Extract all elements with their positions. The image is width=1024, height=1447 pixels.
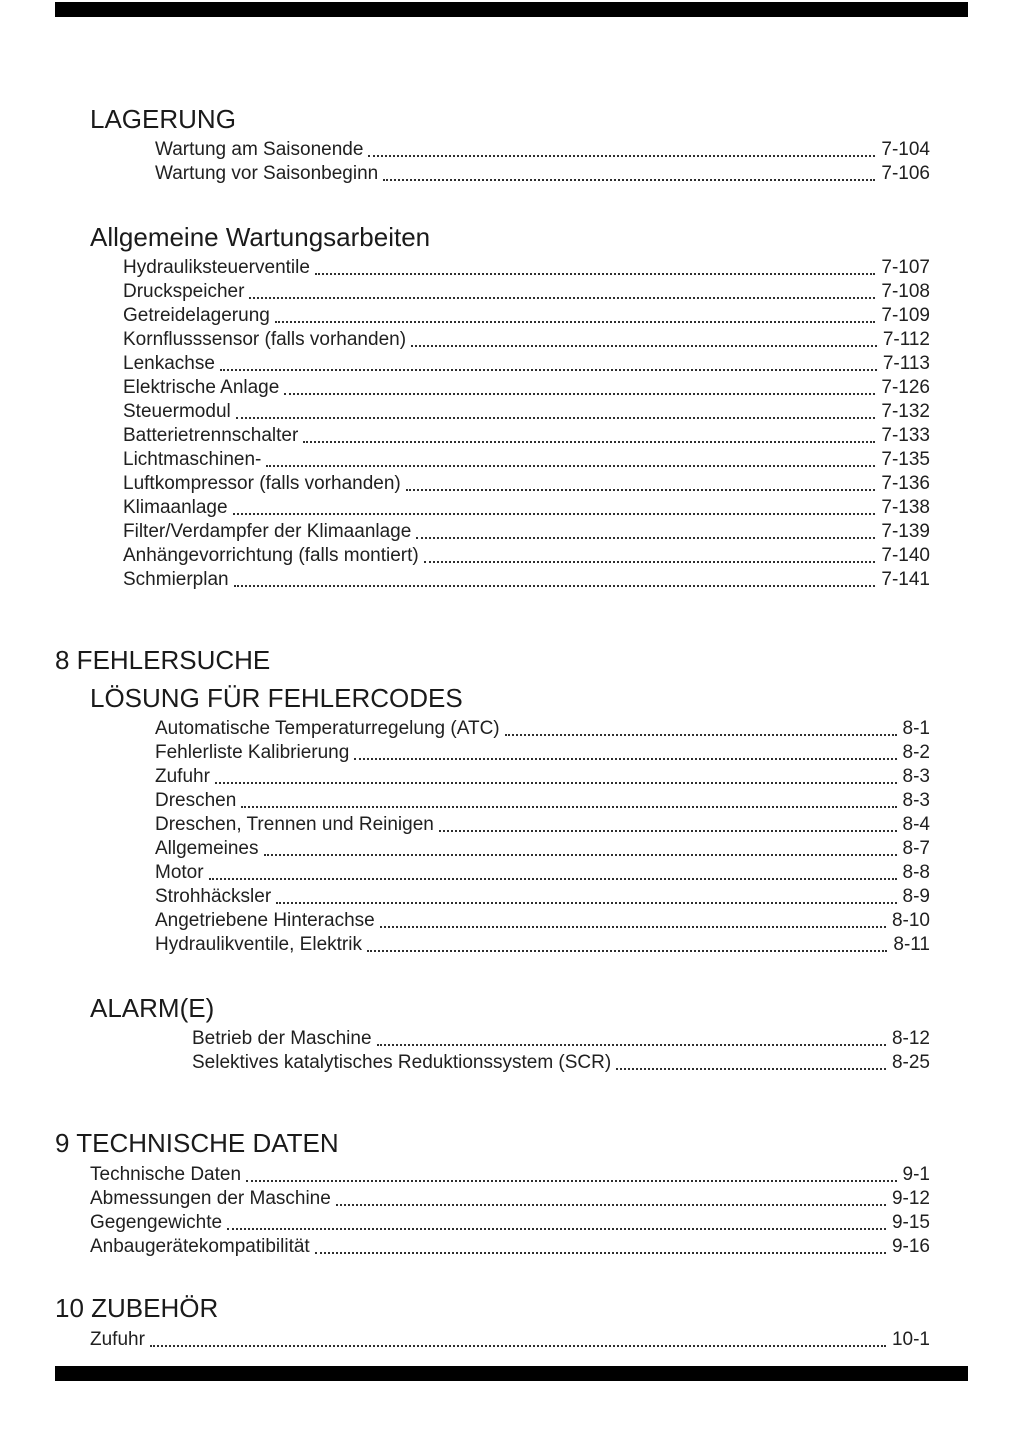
- toc-entry: [55, 1187, 930, 1211]
- toc-entry-title: Allgemeines: [155, 838, 259, 859]
- toc-entry-page: 7-107: [881, 257, 930, 278]
- dot-leader: [276, 902, 896, 904]
- dot-leader: [377, 1044, 886, 1046]
- dot-leader: [505, 734, 897, 736]
- toc-entry: [55, 1163, 930, 1187]
- bottom-rule: [55, 1366, 968, 1381]
- toc-entry-title: Dreschen, Trennen und Reinigen: [155, 814, 434, 835]
- toc-entry-page: 7-136: [881, 473, 930, 494]
- dot-leader: [150, 1345, 886, 1347]
- dot-leader: [246, 1180, 896, 1182]
- toc-entry: [55, 424, 930, 448]
- toc-entry: [55, 400, 930, 424]
- toc-entry: [55, 1235, 930, 1259]
- dot-leader: [227, 1228, 886, 1230]
- toc-entry-title: Klimaanlage: [123, 497, 228, 518]
- dot-leader: [315, 1252, 886, 1254]
- toc-entry-page: 7-113: [882, 353, 930, 374]
- toc-entry-title: Kornflusssensor (falls vorhanden): [123, 329, 407, 350]
- dot-leader: [236, 417, 876, 419]
- toc-entry-title: Getreidelagerung: [123, 305, 270, 326]
- dot-leader: [406, 489, 876, 491]
- toc-entry: [55, 256, 930, 280]
- dot-leader: [354, 758, 896, 760]
- toc-entry-page: 10-1: [891, 1329, 930, 1350]
- toc-entry-title: Wartung am Saisonende: [155, 139, 364, 160]
- dot-leader: [367, 950, 887, 952]
- toc-entry-page: 8-1: [902, 718, 930, 739]
- toc-entry: [55, 352, 930, 376]
- dot-leader: [234, 585, 876, 587]
- dot-leader: [315, 273, 875, 275]
- toc-entry-title: Anhängevorrichtung (falls montiert): [123, 545, 419, 566]
- toc-entry-page: 9-16: [891, 1236, 930, 1257]
- toc-entry-title: Luftkompressor (falls vorhanden): [123, 473, 401, 494]
- toc-entry-page: 7-140: [881, 545, 930, 566]
- dot-leader: [233, 513, 876, 515]
- toc-entry-title: Strohhäcksler: [155, 886, 272, 907]
- dot-leader: [616, 1068, 886, 1070]
- toc-entry: [55, 162, 930, 186]
- toc-entry-page: 7-135: [881, 449, 930, 470]
- toc-entry-title: Gegengewichte: [90, 1212, 223, 1233]
- toc-entry-page: 7-132: [881, 401, 930, 422]
- toc-entry-title: Wartung vor Saisonbeginn: [155, 163, 379, 184]
- toc-entry: [55, 138, 930, 162]
- toc-entry-page: 9-15: [891, 1212, 930, 1233]
- section-heading: Allgemeine Wartungsarbeiten: [90, 222, 431, 252]
- toc-entry-title: Angetriebene Hinterachse: [155, 910, 375, 931]
- toc-entry-title: Fehlerliste Kalibrierung: [155, 742, 350, 763]
- toc-entry: [55, 568, 930, 592]
- toc-entry: [55, 376, 930, 400]
- chapter-heading: 9 TECHNISCHE DATEN: [55, 1128, 339, 1158]
- toc-entry-page: 7-108: [881, 281, 930, 302]
- dot-leader: [215, 782, 897, 784]
- toc-entry-page: 7-138: [881, 497, 930, 518]
- dot-leader: [336, 1204, 886, 1206]
- toc-entry-title: Dreschen: [155, 790, 237, 811]
- toc-entry-page: 9-12: [891, 1188, 930, 1209]
- toc-entry-title: Steuermodul: [123, 401, 231, 422]
- dot-leader: [411, 345, 877, 347]
- section-heading: LAGERUNG: [90, 104, 236, 134]
- toc-entry-page: 8-25: [891, 1052, 930, 1073]
- toc-entry: [55, 544, 930, 568]
- toc-entry: [55, 741, 930, 765]
- toc-entry-page: 8-3: [902, 766, 930, 787]
- toc-entry-title: Batterietrennschalter: [123, 425, 299, 446]
- toc-entry-title: Motor: [155, 862, 204, 883]
- toc-entry-page: 7-139: [881, 521, 930, 542]
- toc-entry: [55, 837, 930, 861]
- toc-entry: [55, 717, 930, 741]
- toc-entry-page: 8-7: [902, 838, 930, 859]
- toc-entry: [55, 885, 930, 909]
- dot-leader: [439, 830, 897, 832]
- toc-entry-title: Anbaugerätekompatibilität: [90, 1236, 310, 1257]
- dot-leader: [416, 537, 875, 539]
- dot-leader: [424, 561, 876, 563]
- toc-entry-title: Lenkachse: [123, 353, 215, 374]
- dot-leader: [303, 441, 875, 443]
- toc-entry: [55, 861, 930, 885]
- toc-entry-page: 7-126: [881, 377, 930, 398]
- toc-entry-title: Filter/Verdampfer der Klimaanlage: [123, 521, 412, 542]
- toc-entry-page: 8-4: [902, 814, 930, 835]
- dot-leader: [380, 926, 886, 928]
- toc-entry: [55, 520, 930, 544]
- toc-entry-title: Automatische Temperaturregelung (ATC): [155, 718, 500, 739]
- toc-entry-title: Hydraulikventile, Elektrik: [155, 934, 362, 955]
- dot-leader: [249, 297, 875, 299]
- toc-entry: [55, 328, 930, 352]
- section-heading: ALARM(E): [90, 993, 215, 1023]
- toc-entry-page: 7-106: [881, 163, 930, 184]
- toc-entry-title: Betrieb der Maschine: [192, 1028, 372, 1049]
- dot-leader: [368, 155, 875, 157]
- toc-entry: [55, 448, 930, 472]
- toc-entry: [55, 909, 930, 933]
- toc-entry: [55, 1051, 930, 1075]
- toc-entry-page: 8-10: [891, 910, 930, 931]
- toc-entry-title: Technische Daten: [90, 1164, 242, 1185]
- dot-leader: [275, 321, 876, 323]
- dot-leader: [241, 806, 896, 808]
- dot-leader: [209, 878, 897, 880]
- dot-leader: [220, 369, 877, 371]
- toc-entry-page: 7-133: [881, 425, 930, 446]
- toc-entry-title: Hydrauliksteuerventile: [123, 257, 310, 278]
- toc-entry-title: Zufuhr: [155, 766, 210, 787]
- toc-entry-title: Druckspeicher: [123, 281, 245, 302]
- toc-entry-title: Selektives katalytisches Reduktionssystem (SCR): [192, 1052, 612, 1073]
- toc-entry-title: Zufuhr: [90, 1329, 145, 1350]
- toc-entry-page: 7-112: [882, 329, 930, 350]
- toc-entry-page: 8-2: [902, 742, 930, 763]
- toc-entry-page: 7-141: [881, 569, 930, 590]
- chapter-heading: 8 FEHLERSUCHE: [55, 645, 271, 675]
- chapter-heading: 10 ZUBEHÖR: [55, 1293, 219, 1323]
- toc-entry: [55, 765, 930, 789]
- table-of-contents: [55, 0, 930, 1352]
- toc-entry: [55, 1328, 930, 1352]
- toc-entry-page: 9-1: [902, 1164, 930, 1185]
- toc-entry: [55, 813, 930, 837]
- dot-leader: [264, 854, 897, 856]
- toc-entry: [55, 789, 930, 813]
- toc-entry-page: 8-3: [902, 790, 930, 811]
- toc-entry-page: 7-104: [881, 139, 930, 160]
- toc-entry-page: 7-109: [881, 305, 930, 326]
- toc-entry: [55, 1027, 930, 1051]
- toc-entry: [55, 933, 930, 957]
- toc-entry: [55, 280, 930, 304]
- toc-entry-title: Schmierplan: [123, 569, 229, 590]
- toc-entry-page: 8-8: [902, 862, 930, 883]
- toc-entry-title: Elektrische Anlage: [123, 377, 280, 398]
- toc-entry: [55, 496, 930, 520]
- dot-leader: [284, 393, 875, 395]
- toc-entry: [55, 304, 930, 328]
- toc-entry: [55, 1211, 930, 1235]
- toc-entry-title: Lichtmaschinen-: [123, 449, 262, 470]
- dot-leader: [383, 179, 875, 181]
- toc-entry-title: Abmessungen der Maschine: [90, 1188, 331, 1209]
- toc-entry-page: 8-11: [893, 934, 930, 955]
- dot-leader: [266, 465, 875, 467]
- toc-entry-page: 8-9: [902, 886, 930, 907]
- toc-entry-page: 8-12: [891, 1028, 930, 1049]
- toc-entry: [55, 472, 930, 496]
- section-heading: LÖSUNG FÜR FEHLERCODES: [90, 683, 463, 713]
